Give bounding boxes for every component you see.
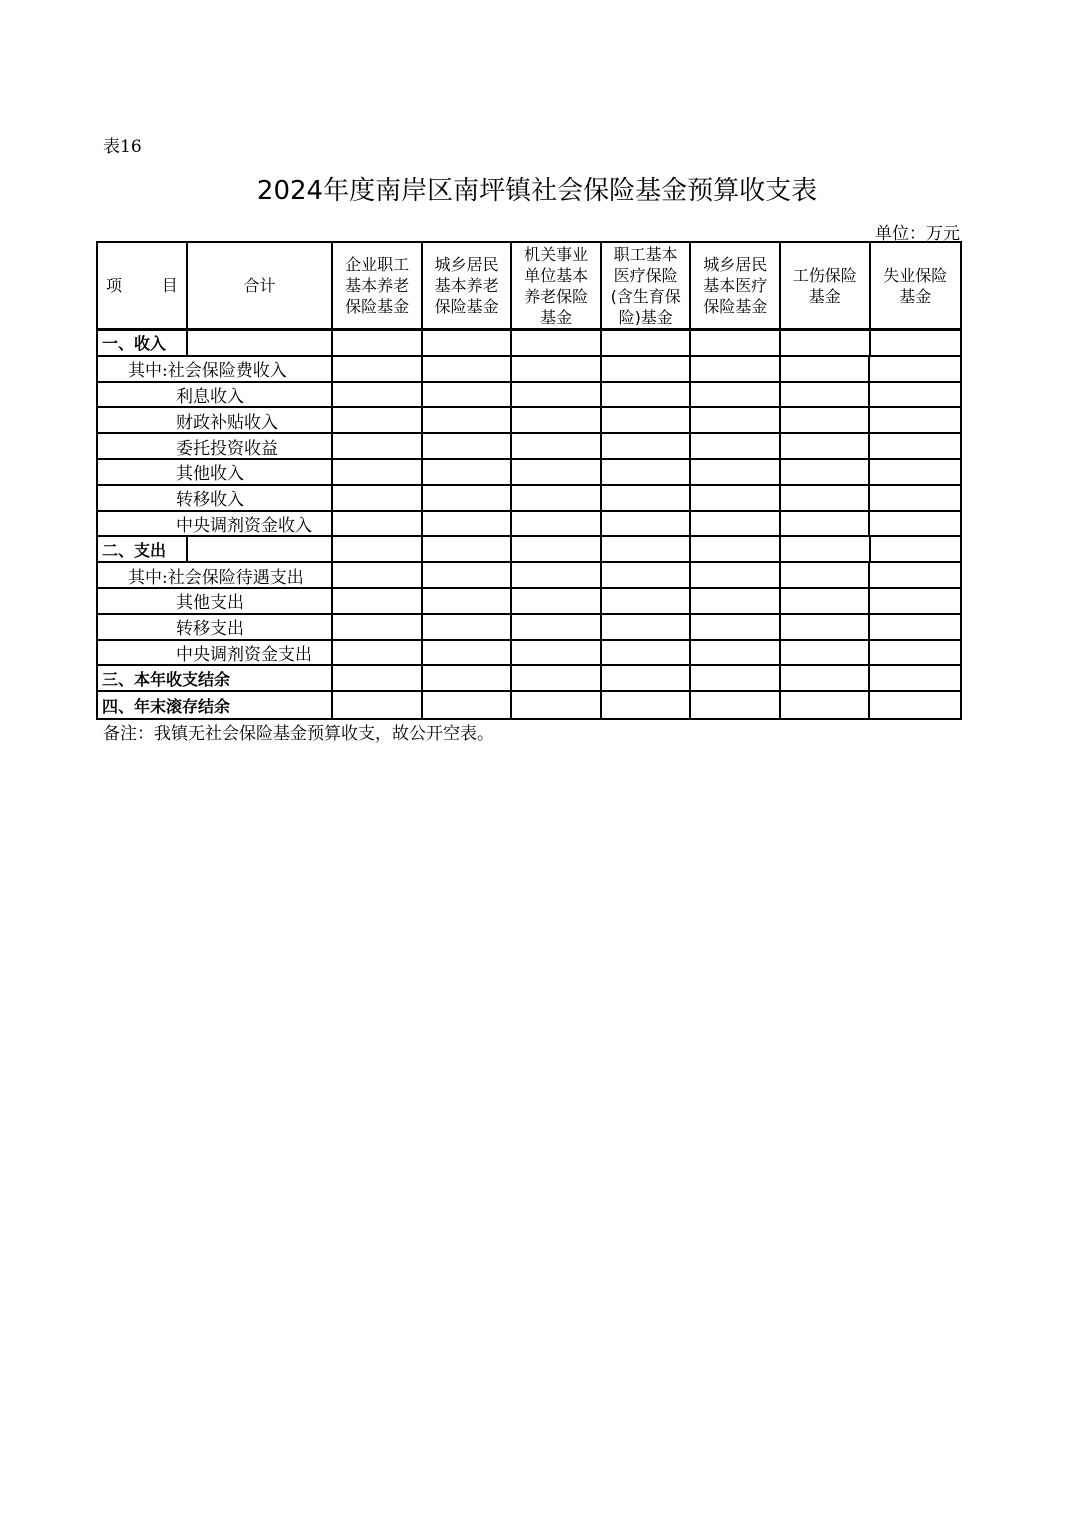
- cell: [602, 357, 692, 381]
- cell: [423, 666, 513, 690]
- table-header-row: [98, 243, 960, 331]
- cell: [691, 537, 781, 561]
- cell: [602, 563, 692, 587]
- table-row: [98, 383, 960, 409]
- table-row: [98, 589, 960, 615]
- cell: [512, 692, 602, 718]
- cell: [691, 434, 781, 458]
- cell: [870, 486, 960, 510]
- header-item: [98, 243, 188, 328]
- header-injury-insurance: 工伤保险 基金: [781, 243, 871, 328]
- cell: [512, 434, 602, 458]
- row-label: 委托投资收益: [98, 434, 333, 458]
- cell: [781, 615, 871, 639]
- cell: [423, 512, 513, 536]
- table-row: [98, 434, 960, 460]
- row-label: 其他支出: [98, 589, 333, 613]
- table-row: [98, 512, 960, 538]
- cell: [781, 589, 871, 613]
- header-unemployment-insurance: 失业保险 基金: [883, 265, 948, 306]
- cell: [188, 331, 334, 355]
- row-label: 转移收入: [98, 486, 333, 510]
- cell: [602, 615, 692, 639]
- page-title: 2024年度南岸区南坪镇社会保险基金预算收支表: [256, 176, 818, 206]
- cell: [781, 408, 871, 432]
- cell: [691, 615, 781, 639]
- cell: [512, 512, 602, 536]
- table-row: [98, 692, 960, 718]
- row-label: 转移支出: [98, 615, 333, 639]
- header-enterprise-pension: 企业职工 基本养老 保险基金: [333, 243, 423, 328]
- cell: [423, 641, 513, 665]
- row-label: 其他收入: [98, 460, 333, 484]
- cell: [781, 692, 871, 718]
- cell: [512, 486, 602, 510]
- cell: [691, 641, 781, 665]
- cell: [423, 589, 513, 613]
- header-institution-pension: 机关事业 单位基本 养老保险 基金: [512, 243, 602, 328]
- cell: [781, 563, 871, 587]
- cell: [333, 563, 423, 587]
- cell: [333, 615, 423, 639]
- cell: [602, 383, 692, 407]
- table-row: [98, 615, 960, 641]
- row-label: 其中:社会保险待遇支出: [98, 563, 333, 587]
- cell: [781, 331, 871, 355]
- table-number: 表16: [103, 137, 142, 157]
- cell: [423, 408, 513, 432]
- cell: [870, 434, 960, 458]
- cell: [333, 357, 423, 381]
- table-row: [98, 460, 960, 486]
- cell: [870, 408, 960, 432]
- cell: [691, 408, 781, 432]
- cell: [602, 589, 692, 613]
- cell: [691, 460, 781, 484]
- header-total: 合计: [188, 243, 334, 328]
- cell: [423, 615, 513, 639]
- row-label: 中央调剂资金支出: [98, 641, 333, 665]
- cell: [870, 460, 960, 484]
- cell: [423, 486, 513, 510]
- cell: [423, 460, 513, 484]
- cell: [781, 383, 871, 407]
- cell: [691, 331, 781, 355]
- cell: [691, 563, 781, 587]
- cell: [333, 460, 423, 484]
- row-label: 其中:社会保险费收入: [98, 357, 333, 381]
- cell: [870, 563, 960, 587]
- cell: [333, 512, 423, 536]
- cell: [602, 486, 692, 510]
- cell: [333, 434, 423, 458]
- cell: [602, 666, 692, 690]
- row-label-annual-balance: 三、本年收支结余: [98, 666, 333, 690]
- cell: [781, 641, 871, 665]
- budget-table: [96, 241, 962, 720]
- cell: [512, 331, 602, 355]
- cell: [602, 692, 692, 718]
- unit-label: 单位：万元: [875, 224, 960, 244]
- cell: [333, 692, 423, 718]
- row-label: 中央调剂资金收入: [98, 512, 333, 536]
- row-label-year-end-balance: 四、年末滚存结余: [98, 692, 333, 718]
- cell: [512, 383, 602, 407]
- cell: [333, 666, 423, 690]
- cell: [512, 615, 602, 639]
- cell: [333, 383, 423, 407]
- cell: [512, 563, 602, 587]
- cell: [423, 434, 513, 458]
- cell: [512, 641, 602, 665]
- table-row: [98, 641, 960, 667]
- cell: [512, 589, 602, 613]
- cell: [870, 357, 960, 381]
- cell: [333, 641, 423, 665]
- cell: [871, 331, 961, 355]
- footnote: 备注：我镇无社会保险基金预算收支，故公开空表。: [103, 724, 494, 744]
- cell: [870, 615, 960, 639]
- cell: [691, 383, 781, 407]
- cell: [691, 692, 781, 718]
- cell: [781, 486, 871, 510]
- cell: [602, 460, 692, 484]
- cell: [512, 460, 602, 484]
- cell: [333, 589, 423, 613]
- table-row: [98, 331, 960, 357]
- cell: [423, 383, 513, 407]
- cell: [333, 331, 423, 355]
- row-label-expenditure: 二、支出: [98, 537, 188, 561]
- cell: [691, 357, 781, 381]
- cell: [781, 666, 871, 690]
- cell: [691, 512, 781, 536]
- row-label-income: 一、收入: [98, 331, 188, 355]
- cell: [602, 512, 692, 536]
- row-label: 财政补贴收入: [98, 408, 333, 432]
- table-row: [98, 563, 960, 589]
- cell: [870, 512, 960, 536]
- cell: [423, 357, 513, 381]
- cell: [781, 357, 871, 381]
- cell: [781, 537, 871, 561]
- cell: [691, 486, 781, 510]
- cell: [512, 357, 602, 381]
- cell: [423, 331, 513, 355]
- table-row: [98, 486, 960, 512]
- cell: [781, 434, 871, 458]
- cell: [602, 537, 692, 561]
- cell: [870, 692, 960, 718]
- cell: [512, 408, 602, 432]
- table-row: [98, 357, 960, 383]
- header-resident-medical: 城乡居民 基本医疗 保险基金: [691, 243, 781, 328]
- row-label: 利息收入: [98, 383, 333, 407]
- cell: [691, 589, 781, 613]
- header-employee-medical: 职工基本 医疗保险 (含生育保 险)基金: [602, 243, 692, 328]
- cell: [423, 563, 513, 587]
- cell: [781, 460, 871, 484]
- cell: [870, 589, 960, 613]
- table-row: [98, 666, 960, 692]
- cell: [602, 408, 692, 432]
- cell: [691, 666, 781, 690]
- cell: [333, 486, 423, 510]
- cell: [423, 537, 513, 561]
- cell: [870, 383, 960, 407]
- cell: [333, 408, 423, 432]
- cell: [602, 331, 692, 355]
- cell: [602, 641, 692, 665]
- header-item-char-1: 项: [106, 276, 123, 295]
- cell: [781, 512, 871, 536]
- table-row: [98, 537, 960, 563]
- cell: [870, 641, 960, 665]
- cell: [423, 692, 513, 718]
- cell: [188, 537, 334, 561]
- cell: [512, 666, 602, 690]
- header-resident-pension: 城乡居民 基本养老 保险基金: [423, 243, 513, 328]
- header-item-char-2: 目: [161, 276, 178, 295]
- cell: [512, 537, 602, 561]
- cell: [333, 537, 423, 561]
- cell: [602, 434, 692, 458]
- table-row: [98, 408, 960, 434]
- cell: [871, 537, 961, 561]
- cell: [870, 666, 960, 690]
